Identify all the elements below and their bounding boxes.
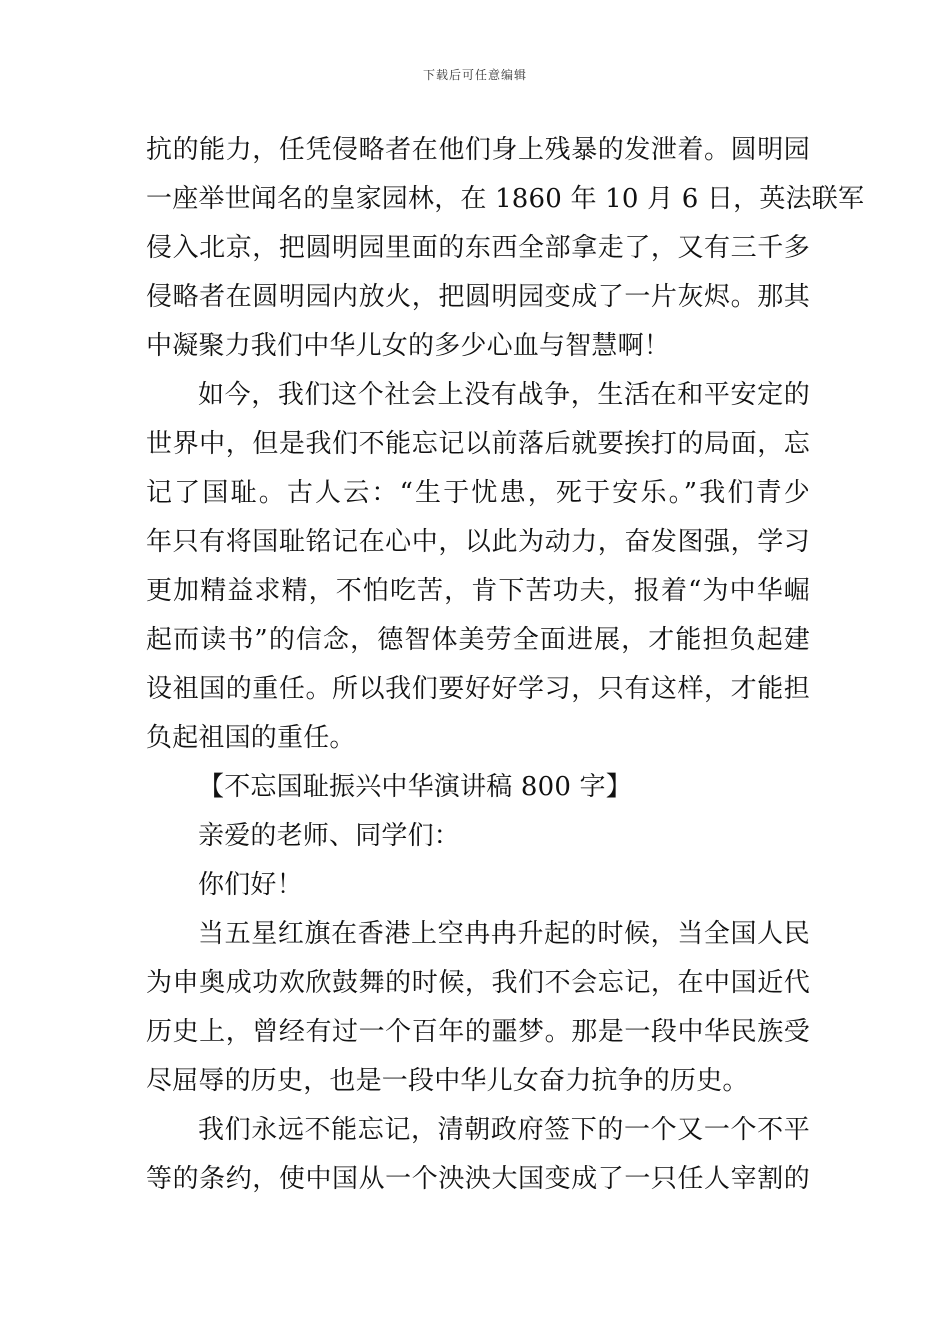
paragraph-line: 尽屈辱的历史，也是一段中华儿女奋力抗争的历史。 [146,1066,749,1096]
paragraph-line: 抗的能力，任凭侵略者在他们身上残暴的发泄着。圆明园 [146,135,810,165]
paragraph-line: 为申奥成功欢欣鼓舞的时候，我们不会忘记，在中国近代 [146,968,810,998]
paragraph-line: 更加精益求精，不怕吃苦，肯下苦功夫，报着“为中华崛 [146,576,810,606]
page-header: 下载后可任意编辑 [422,68,527,82]
paragraph-line: 起而读书”的信念，德智体美劳全面进展，才能担负起建 [146,625,810,655]
paragraph-line: 当五星红旗在香港上空冉冉升起的时候，当全国人民 [198,919,810,949]
paragraph-line: 设祖国的重任。所以我们要好好学习，只有这样，才能担 [146,674,810,704]
paragraph-line: 记了国耻。古人云：“生于忧患，死于安乐。”我们青少 [146,478,810,508]
paragraph-line: 世界中，但是我们不能忘记以前落后就要挨打的局面，忘 [146,429,810,459]
paragraph-line: 年只有将国耻铭记在心中，以此为动力，奋发图强，学习 [146,527,810,557]
paragraph-line: 如今，我们这个社会上没有战争，生活在和平安定的 [198,380,810,410]
paragraph-line: 我们永远不能忘记，清朝政府签下的一个又一个不平 [198,1115,810,1145]
paragraph-line: 负起祖国的重任。 [146,723,356,753]
paragraph-line: 中凝聚力我们中华儿女的多少心血与智慧啊！ [146,331,671,361]
paragraph-line: 一座举世闻名的皇家园林，在 1860 年 10 月 6 日，英法联军 [146,184,865,214]
paragraph-line: 侵略者在圆明园内放火，把圆明园变成了一片灰烬。那其 [146,282,810,312]
paragraph-line: 等的条约，使中国从一个泱泱大国变成了一只任人宰割的 [146,1164,810,1194]
salutation: 亲爱的老师、同学们： [198,821,461,851]
greeting: 你们好！ [198,870,303,900]
paragraph-line: 侵入北京，把圆明园里面的东西全部拿走了，又有三千多 [146,233,810,263]
paragraph-line: 历史上，曾经有过一个百年的噩梦。那是一段中华民族受 [146,1017,810,1047]
document-body [146,126,865,1204]
section-title: 【不忘国耻振兴中华演讲稿 800 字】 [198,772,632,802]
